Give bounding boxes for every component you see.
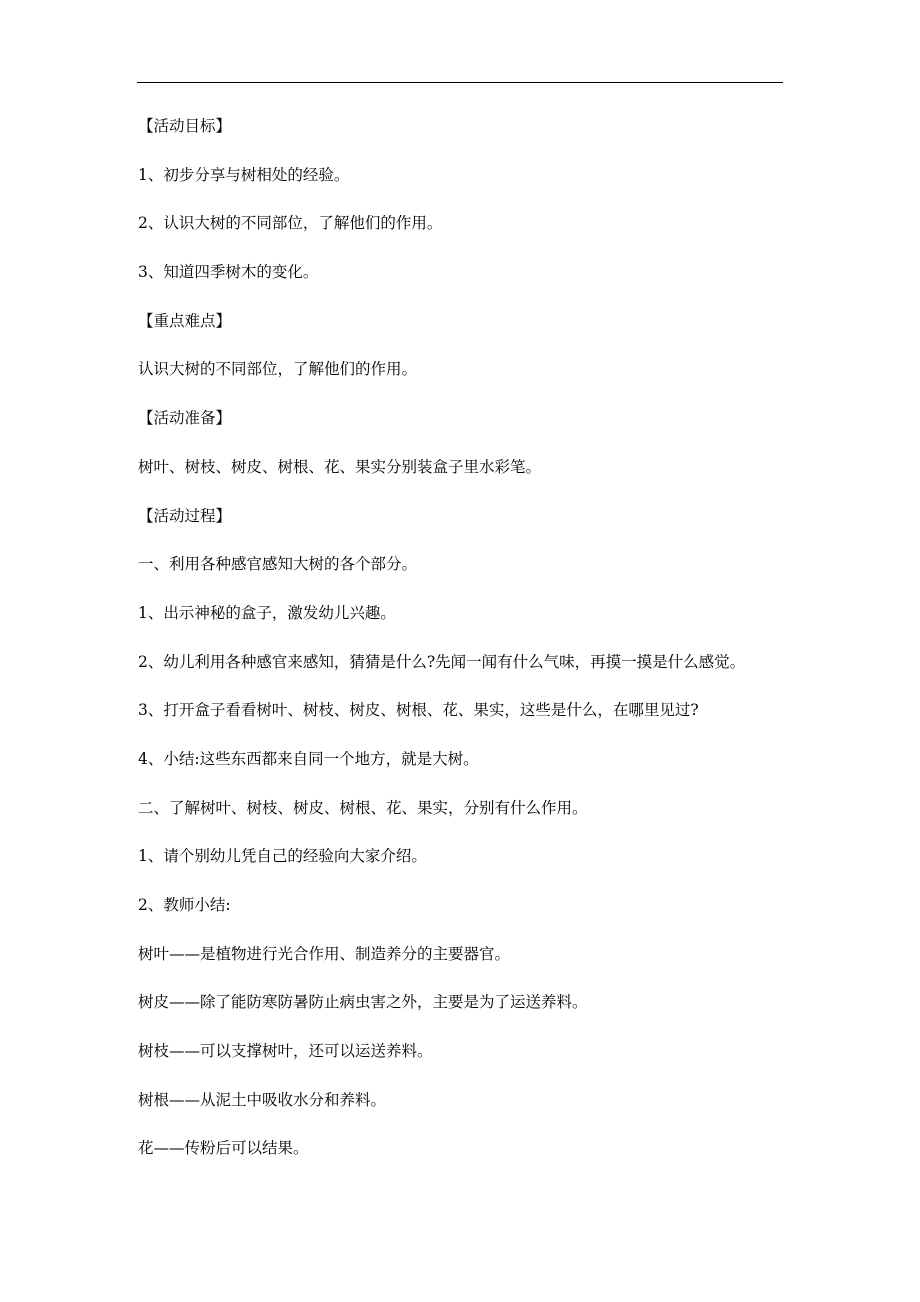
process-part-1-step-1: 1、出示神秘的盒子，激发幼儿兴趣。 bbox=[138, 603, 396, 622]
section-heading-preparation: 【活动准备】 bbox=[138, 409, 232, 428]
summary-branches: 树枝——可以支撑树叶，还可以运送养料。 bbox=[138, 1042, 433, 1061]
section-heading-process: 【活动过程】 bbox=[138, 506, 232, 525]
header-divider bbox=[137, 82, 783, 83]
section-heading-key-points: 【重点难点】 bbox=[138, 311, 232, 330]
goal-item-1: 1、初步分享与树相处的经验。 bbox=[138, 165, 350, 184]
process-part-2-step-2: 2、教师小结: bbox=[138, 896, 231, 914]
document-body bbox=[138, 112, 778, 1183]
goal-item-3: 3、知道四季树木的变化。 bbox=[138, 263, 319, 282]
process-part-1-heading: 一、利用各种感官感知大树的各个部分。 bbox=[138, 555, 418, 574]
preparation-text: 树叶、树枝、树皮、树根、花、果实分别装盒子里水彩笔。 bbox=[138, 457, 542, 476]
summary-bark: 树皮——除了能防寒防暑防止病虫害之外，主要是为了运送养料。 bbox=[138, 993, 588, 1012]
summary-roots: 树根——从泥土中吸收水分和养料。 bbox=[138, 1090, 387, 1109]
key-points-text: 认识大树的不同部位，了解他们的作用。 bbox=[138, 360, 418, 379]
goal-item-2: 2、认识大树的不同部位，了解他们的作用。 bbox=[138, 214, 443, 233]
section-heading-goals: 【活动目标】 bbox=[138, 117, 232, 135]
process-part-1-step-3: 3、打开盒子看看树叶、树枝、树皮、树根、花、果实，这些是什么，在哪里见过? bbox=[138, 701, 699, 720]
summary-flowers: 花——传粉后可以结果。 bbox=[138, 1139, 309, 1158]
process-part-2-heading: 二、了解树叶、树枝、树皮、树根、花、果实，分别有什么作用。 bbox=[138, 798, 588, 817]
process-part-1-step-4: 4、小结:这些东西都来自同一个地方，就是大树。 bbox=[138, 749, 479, 768]
process-part-2-step-1: 1、请个别幼儿凭自己的经验向大家介绍。 bbox=[138, 847, 427, 866]
summary-leaves: 树叶——是植物进行光合作用、制造养分的主要器官。 bbox=[138, 944, 511, 963]
process-part-1-step-2: 2、幼儿利用各种感官来感知，猜猜是什么?先闻一闻有什么气味，再摸一摸是什么感觉。 bbox=[138, 652, 746, 671]
